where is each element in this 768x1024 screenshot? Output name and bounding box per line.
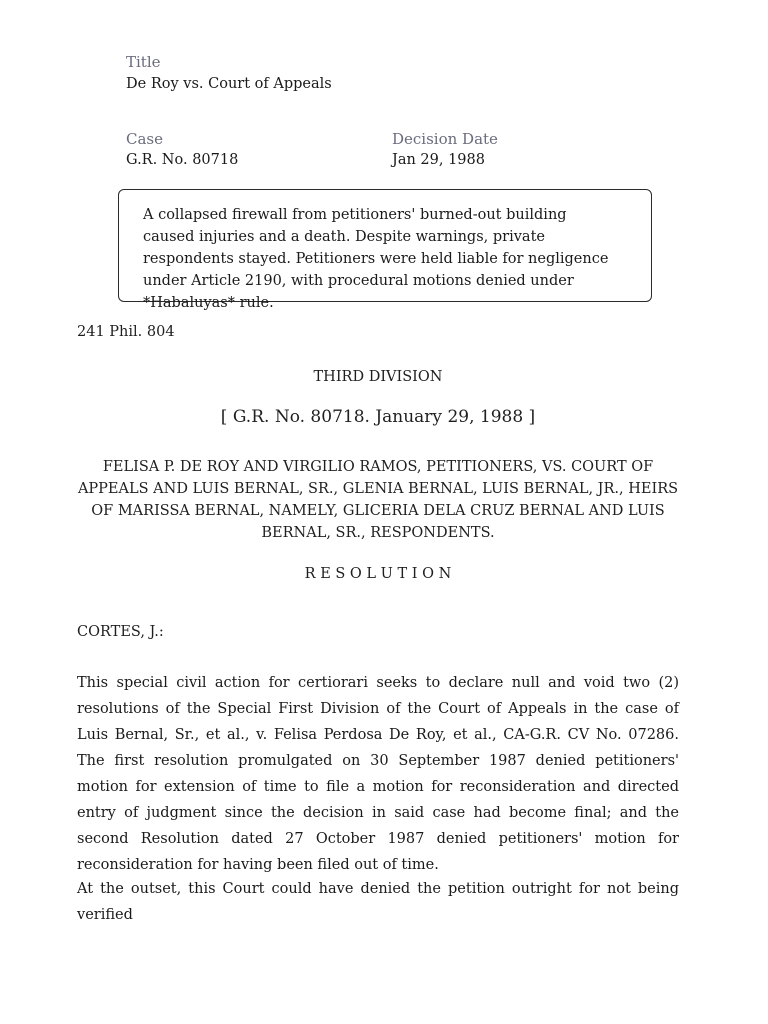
title-value: De Roy vs. Court of Appeals (126, 76, 332, 92)
division-heading: THIRD DIVISION (313, 369, 443, 385)
citation: 241 Phil. 804 (77, 324, 175, 340)
body-paragraph-1: This special civil action for certiorari seeks to declare null and void two (2) resolutions of the Special First Division of the Court of Appeals in the case of Luis Bernal, Sr., et al., v. Felisa Perdosa De Roy, et al., CA-G.R. CV No. 07286. The first resolution promulgated on 30 September 1987 denied petitioners' motion for extension of time to file a motion for reconsideration and directed entry of judgment since the decision in said case had become final; and the second Resolution dated 27 October 1987 denied petitioners' motion for reconsideration for having been filed out of time. (77, 675, 679, 873)
decision-date-label: Decision Date (392, 130, 498, 148)
body-paragraph-2: At the outset, this Court could have denied the petition outright for not being verified (77, 881, 679, 923)
title-label: Title (126, 53, 161, 71)
parties-heading: FELISA P. DE ROY AND VIRGILIO RAMOS, PETITIONERS, VS. COURT OF APPEALS AND LUIS BERNAL, SR., GLENIA BERNAL, LUIS BERNAL, JR., HEIRS OF MARISSA BERNAL, NAMELY, GLICERIA DELA CRUZ BERNAL AND LUIS BERNAL, SR., RESPONDENTS. (77, 459, 679, 541)
case-summary-text: A collapsed firewall from petitioners' burned-out building caused injuries and a death. Despite warnings, private respondents stayed. Petitioners were held liable for negligence under Article 2190, with procedural motions denied under *Habaluyas* rule. (143, 207, 609, 311)
case-label: Case (126, 130, 163, 148)
case-value: G.R. No. 80718 (126, 152, 239, 168)
case-summary-box (118, 189, 652, 311)
decision-date-value: Jan 29, 1988 (392, 152, 485, 168)
gr-heading: [ G.R. No. 80718. January 29, 1988 ] (220, 407, 536, 427)
ponente: CORTES, J.: (77, 624, 164, 640)
resolution-heading: R E S O L U T I O N (304, 566, 452, 582)
